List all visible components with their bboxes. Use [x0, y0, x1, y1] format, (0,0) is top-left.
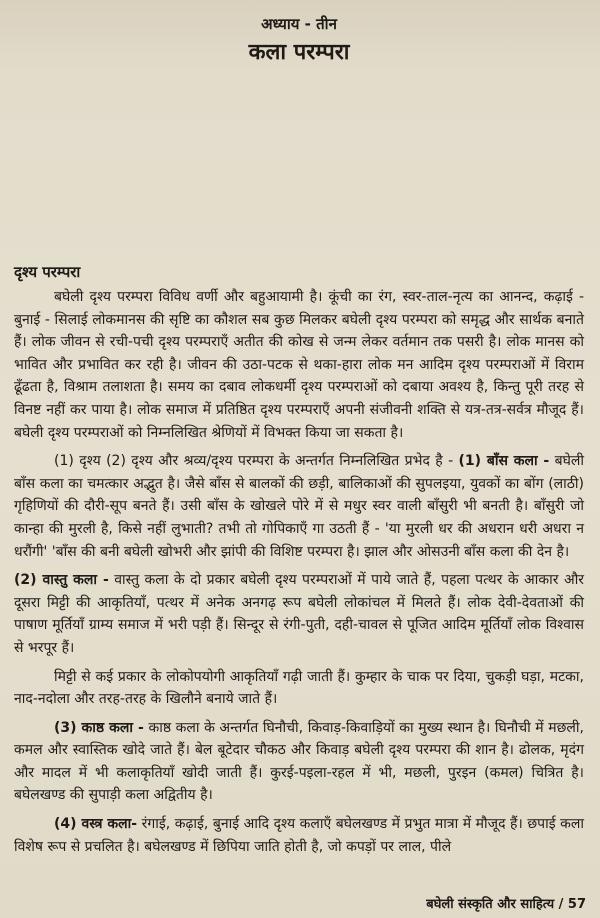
paragraph-textile-art — [10, 813, 588, 858]
paragraph-body: काष्ठ कला के अन्तर्गत घिनौची, किवाड़-किवाड़ियों का मुख्य स्थान है। घिनौची में मछली, कमल और स्वास्तिक खोदे जाते हैं। बेल बूटेदार चौकठ और किवाड़ बघेली दृश्य परम्परा की शान है। ढोलक, मृदंग और मादल में भी कलाकृतियाँ खोदी जाती हैं। कुरई-पइला-रहल में भी, मछली, पुरइन (कमल) चित्रित है। बघेलखण्ड की सुपाड़ी कला अद्वितीय है। — [14, 719, 584, 804]
paragraph-intro: बघेली दृश्य परम्परा विविध वर्णी और बहुआयामी है। कूंची का रंग, स्वर-ताल-नृत्य का आनन्द, कढ़ाई - बुनाई - सिलाई लोकमानस की सृष्टि का कौशल सब कुछ मिलकर बघेली दृश्य परम्परा को समृद्ध और सार्थक बनाते हैं। लोक जीवन से रची-पची दृश्य परम्पराएँ अतीत की कोख से जन्म लेकर वर्तमान तक पसरी है। लोक मानस को भावित और प्रभावित कर रही है। जीवन की उठा-पटक से थका-हारा लोक मन आदिम दृश्य परम्पराओं में विराम ढूँढता है, विश्राम तलाशता है। समय का दबाव लोकधर्मी दृश्य परम्पराओं को दबाया अवश्य है, किन्तु पूरी तरह से विनष्ट नहीं कर पाया है। लोक समाज में प्रतिष्ठित दृश्य परम्पराएँ अपनी संजीवनी शक्ति से यत्र-तत्र-सर्वत्र मौजूद हैं। बघेली दृश्य परम्पराओं को निम्नलिखित श्रेणियों में विभक्त किया जा सकता है। — [14, 289, 584, 441]
chapter-label: अध्याय - तीन — [261, 15, 337, 33]
paragraph-lead: (1) दृश्य (2) दृश्य और श्रव्य/दृश्य परम्परा के अन्तर्गत निम्नलिखित प्रभेद है - — [54, 453, 459, 470]
page-footer: बघेली संस्कृति और साहित्य / 57 — [426, 897, 586, 912]
bleed-through-area — [10, 74, 588, 262]
paragraph-wood-art — [10, 717, 588, 807]
paragraph-body: बघेली बाँस कला का चमत्कार अद्भुत है। जैसे बाँस से बालकों की छड़ी, बालिकाओं की सुपलइया, युवकों का बोंग (लाठी) गृहिणियों की दौरी-सूप बनते हैं। उसी बाँस के खोखले पोरे में से मधुर स्वर वाली बाँसुरी भी बनती है। बाँसुरी जो कान्हा की मुरली है, किसे नहीं लुभाती? तभी तो गोपिकाएँ गा उठती हैं - 'या मुरली धर की अधरान धरी अधरा न धरौंगी' 'बाँस की बनी बघेली खोभरी और झांपी की विशिष्ट परम्परा है। झाल और ओसउनी बाँस कला की देन है। — [14, 453, 584, 560]
paragraph-bamboo-art — [10, 450, 588, 563]
paragraph-body: वास्तु कला के दो प्रकार बघेली दृश्य परम्पराओं में पाये जाते हैं, पहला पत्थर के आकार और दूसरा मिट्टी की आकृतियाँ, पत्थर में अनेक अनगढ़ रूप बघेली लोकांचल में मिलते हैं। लोक देवी-देवताओं की पाषाण मूर्तियाँ ग्राम्य समाज में भरी पड़ी हैं। सिन्दूर से रंगी-पुती, दही-चावल से पूजित आदिम मूर्तियाँ लोक विश्वास से भरपूर हैं। — [14, 572, 584, 656]
term-architecture-art: (2) वास्तु कला - — [14, 572, 109, 589]
paragraph-body: रंगाई, कढ़ाई, बुनाई आदि दृश्य कलाएँ बघेलखण्ड में प्रभुत मात्रा में मौजूद हैं। छपाई कला विशेष रूप से प्रचलित है। बघेलखण्ड में छिपिया जाति होती है, जो कपड़ों पर लाल, पीले — [14, 816, 584, 855]
section-heading: दृश्य परम्परा — [14, 263, 81, 281]
term-bamboo-art: (1) बाँस कला - — [458, 453, 550, 470]
term-textile-art: (4) वस्त्र कला- — [54, 816, 138, 833]
paragraph-architecture-art — [10, 569, 588, 659]
chapter-title: कला परम्परा — [248, 40, 350, 65]
term-wood-art: (3) काष्ठ कला - — [54, 719, 144, 736]
paragraph-clay-art: मिट्टी से कई प्रकार के लोकोपयोगी आकृतियाँ गढ़ी जाती हैं। कुम्हार के चाक पर दिया, चुकड़ी घड़ा, मटका, नाद-नदोला और तरह-तरह के खिलौने बनाये जाते हैं। — [14, 668, 584, 708]
